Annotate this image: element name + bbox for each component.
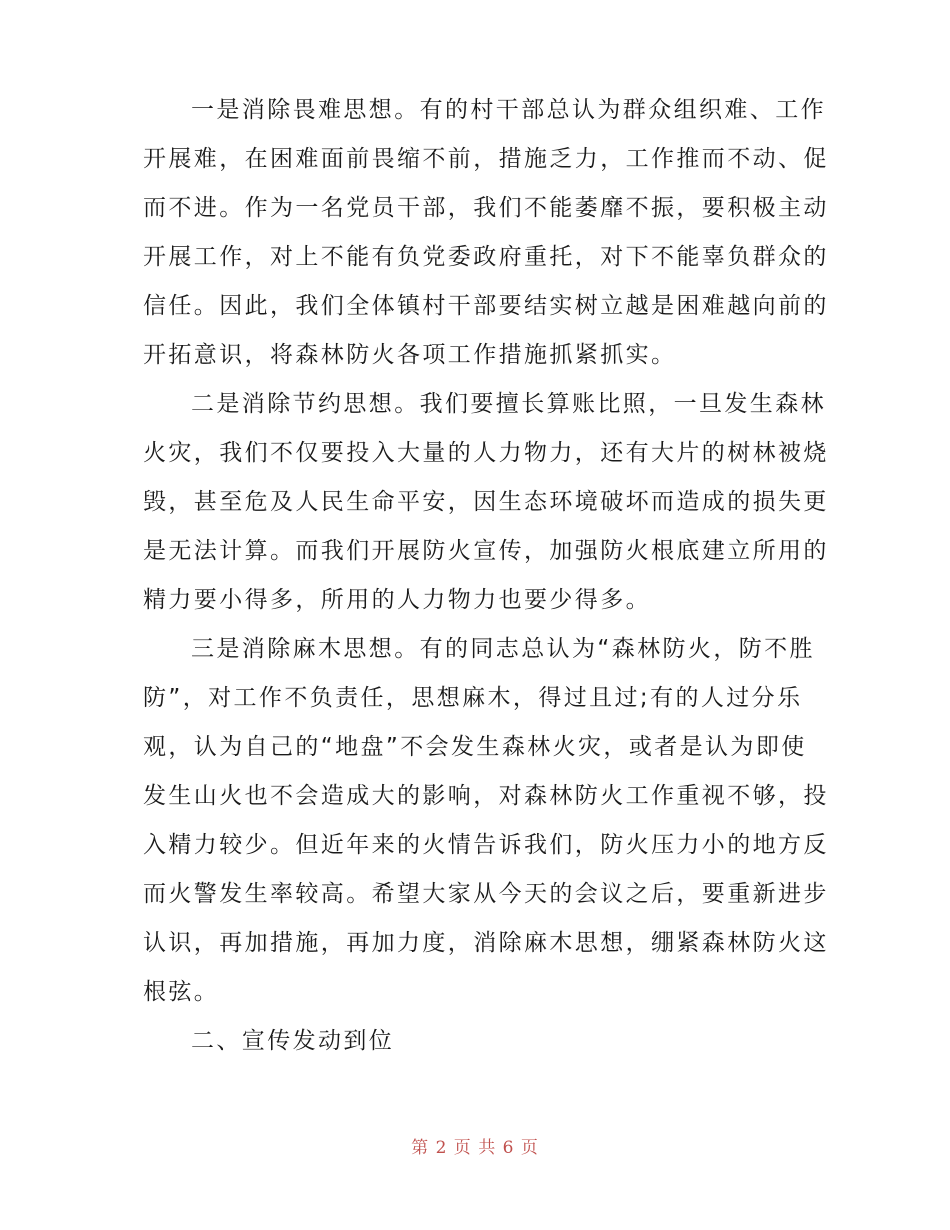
- text-line: 防”，对工作不负责任，思想麻木，得过且过;有的人过分乐: [143, 685, 803, 711]
- text-line: 开展难，在困难面前畏缩不前，措施乏力，工作推而不动、促: [143, 146, 829, 172]
- text-line: 毁，甚至危及人民生命平安，因生态环境破坏而造成的损失更: [143, 489, 829, 515]
- paragraph-1: [143, 86, 829, 380]
- text-line: 精力要小得多，所用的人力物力也要少得多。: [143, 587, 651, 613]
- text-line: 根弦。: [143, 979, 220, 1005]
- text-line: 认识，再加措施，再加力度，消除麻木思想，绷紧森林防火这: [143, 930, 829, 956]
- text-line: 而火警发生率较高。希望大家从今天的会议之后，要重新进步: [143, 881, 829, 907]
- text-line: 观，认为自己的“地盘”不会发生森林火灾，或者是认为即使: [143, 734, 807, 760]
- page-number-footer: 第 2 页 共 6 页: [411, 1138, 539, 1158]
- text-line: 开拓意识，将森林防火各项工作措施抓紧抓实。: [143, 342, 677, 368]
- document-body: [143, 86, 829, 1066]
- text-line: 入精力较少。但近年来的火情告诉我们，防火压力小的地方反: [143, 832, 829, 858]
- section-heading-text: 二、宣传发动到位: [191, 1028, 395, 1054]
- text-line: 一是消除畏难思想。有的村干部总认为群众组织难、工作: [191, 97, 826, 123]
- text-line: 是无法计算。而我们开展防火宣传，加强防火根底建立所用的: [143, 538, 829, 564]
- paragraph-3: [143, 625, 829, 1017]
- text-line: 火灾，我们不仅要投入大量的人力物力，还有大片的树林被烧: [143, 440, 829, 466]
- text-line: 开展工作，对上不能有负党委政府重托，对下不能辜负群众的: [143, 244, 829, 270]
- text-line: 信任。因此，我们全体镇村干部要结实树立越是困难越向前的: [143, 293, 829, 319]
- text-line: 三是消除麻木思想。有的同志总认为“森林防火，防不胜: [191, 636, 815, 662]
- paragraph-2: [143, 380, 829, 625]
- text-line: 二是消除节约思想。我们要擅长算账比照，一旦发生森林: [191, 391, 826, 417]
- text-line: 发生山火也不会造成大的影响，对森林防火工作重视不够，投: [143, 783, 829, 809]
- section-heading: [143, 1017, 813, 1066]
- text-line: 而不进。作为一名党员干部，我们不能萎靡不振，要积极主动: [143, 195, 829, 221]
